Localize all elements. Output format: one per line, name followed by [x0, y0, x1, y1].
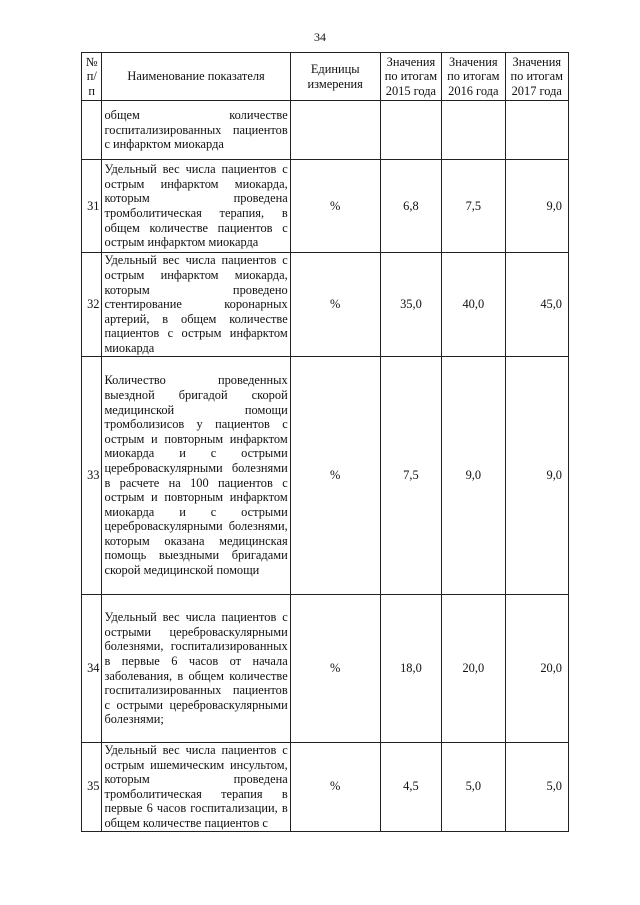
row-number: 31 — [82, 160, 102, 253]
table-row — [82, 101, 569, 160]
row-number: 32 — [82, 253, 102, 357]
table-row — [82, 743, 569, 832]
value-2017: 45,0 — [505, 253, 568, 357]
header-2017: Значения по итогам 2017 года — [505, 53, 568, 101]
value-2016 — [442, 101, 505, 160]
unit-cell: % — [290, 743, 380, 832]
value-2017: 5,0 — [505, 743, 568, 832]
value-2016: 20,0 — [442, 595, 505, 743]
indicator-name: Количество проведенных выездной бригадой скорой медицинской помощи тромболизисов у пациентов с острым и повторным инфарктом миокарда и с острыми цереброваскулярными болезнями в расчете на 100 пациентов с острым и повторным инфарктом миокарда и с острыми цереброваскулярными болезнями, которым оказана медицинская помощь выездными бригадами скорой медицинской помощи — [102, 357, 290, 595]
indicator-name: Удельный вес числа пациентов с острыми цереброваскулярными болезнями, госпитализированных в первые 6 часов от начала заболевания, в общем количестве госпитализированных пациентов с острыми цереброваскулярными болезнями; — [102, 595, 290, 743]
header-unit: Единицы измерения — [290, 53, 380, 101]
indicator-name: Удельный вес числа пациентов с острым инфарктом миокарда, которым проведено стентирование коронарных артерий, в общем количестве пациентов с острым инфарктом миокарда — [102, 253, 290, 357]
value-2017: 9,0 — [505, 160, 568, 253]
value-2016: 40,0 — [442, 253, 505, 357]
table-row — [82, 160, 569, 253]
value-2016: 7,5 — [442, 160, 505, 253]
indicators-table — [81, 52, 569, 832]
value-2016: 9,0 — [442, 357, 505, 595]
value-2015: 4,5 — [380, 743, 441, 832]
page-number: 34 — [314, 30, 326, 44]
value-2015 — [380, 101, 441, 160]
row-number — [82, 101, 102, 160]
value-2017 — [505, 101, 568, 160]
header-num: № п/п — [82, 53, 102, 101]
value-2015: 7,5 — [380, 357, 441, 595]
indicator-name: общем количестве госпитализированных пациентов с инфарктом миокарда — [102, 101, 290, 160]
unit-cell: % — [290, 595, 380, 743]
table-row — [82, 253, 569, 357]
value-2015: 18,0 — [380, 595, 441, 743]
value-2017: 20,0 — [505, 595, 568, 743]
table-row — [82, 595, 569, 743]
value-2015: 35,0 — [380, 253, 441, 357]
row-number: 33 — [82, 357, 102, 595]
unit-cell: % — [290, 160, 380, 253]
value-2017: 9,0 — [505, 357, 568, 595]
row-number: 35 — [82, 743, 102, 832]
unit-cell: % — [290, 253, 380, 357]
unit-cell: % — [290, 357, 380, 595]
unit-cell — [290, 101, 380, 160]
table-row — [82, 357, 569, 595]
value-2015: 6,8 — [380, 160, 441, 253]
indicator-name: Удельный вес числа пациентов с острым инфарктом миокарда, которым проведена тромболитическая терапия, в общем количестве пациентов с острым инфарктом миокарда — [102, 160, 290, 253]
row-number: 34 — [82, 595, 102, 743]
header-name: Наименование показателя — [102, 53, 290, 101]
header-2016: Значения по итогам 2016 года — [442, 53, 505, 101]
value-2016: 5,0 — [442, 743, 505, 832]
header-2015: Значения по итогам 2015 года — [380, 53, 441, 101]
indicator-name: Удельный вес числа пациентов с острым ишемическим инсультом, которым проведена тромболитическая терапия в первые 6 часов госпитализации, в общем количестве пациентов с — [102, 743, 290, 832]
table-header-row — [82, 53, 569, 101]
